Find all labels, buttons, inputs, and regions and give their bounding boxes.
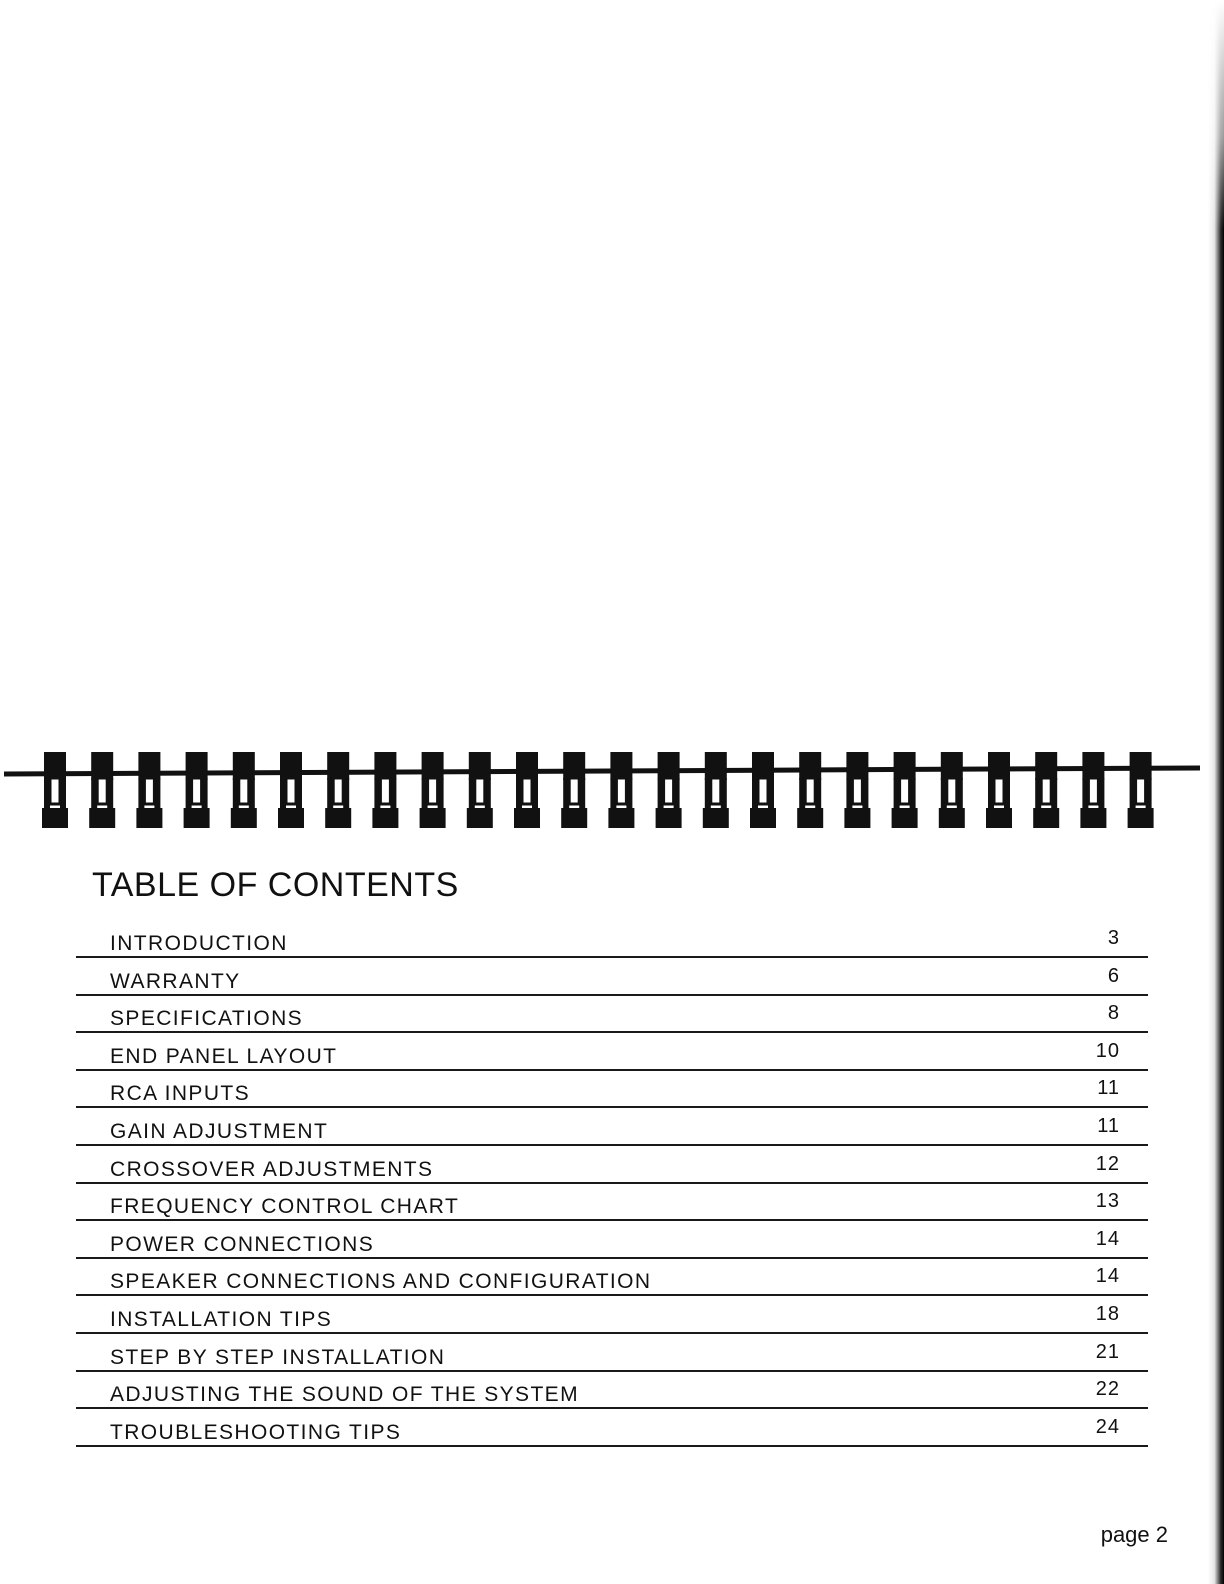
binding-loop	[231, 752, 257, 828]
toc-entry-label: WARRANTY	[110, 969, 241, 993]
binding-loop	[136, 752, 162, 828]
toc-entry-page: 8	[1107, 1002, 1120, 1025]
binding-loop	[656, 752, 682, 828]
toc-row	[76, 1109, 1148, 1146]
toc-entry-label: RCA INPUTS	[110, 1082, 251, 1106]
binding-loop	[797, 752, 823, 828]
toc-list	[76, 921, 1148, 1447]
binding-loop	[514, 752, 540, 828]
toc-entry-label: FREQUENCY CONTROL CHART	[110, 1195, 460, 1219]
toc-row	[76, 1184, 1148, 1221]
toc-row	[76, 996, 1148, 1033]
binding-loop	[939, 752, 965, 828]
binding-loop	[750, 752, 776, 828]
toc-entry-page: 10	[1095, 1039, 1120, 1062]
binding-loop	[608, 752, 634, 828]
binding-loop	[184, 752, 210, 828]
binding-loop	[467, 752, 493, 828]
binding-loop	[1080, 752, 1106, 828]
binding-loop	[420, 752, 446, 828]
spiral-binding-graphic	[0, 748, 1212, 838]
binding-loop	[325, 752, 351, 828]
binding-loop	[89, 752, 115, 828]
toc-entry-page: 13	[1095, 1190, 1120, 1213]
toc-entry-label: GAIN ADJUSTMENT	[110, 1119, 329, 1143]
toc-entry-label: POWER CONNECTIONS	[110, 1232, 375, 1256]
toc-row	[76, 1335, 1148, 1372]
toc-row	[76, 1259, 1148, 1296]
toc-entry-page: 21	[1095, 1340, 1120, 1363]
spiral-binding	[0, 748, 1212, 838]
toc-entry-label: STEP BY STEP INSTALLATION	[110, 1345, 446, 1369]
toc-row	[76, 1071, 1148, 1108]
toc-entry-label: CROSSOVER ADJUSTMENTS	[110, 1157, 434, 1181]
toc-entry-label: ADJUSTING THE SOUND OF THE SYSTEM	[110, 1383, 579, 1407]
binding-loop	[892, 752, 918, 828]
binding-wire	[4, 768, 1200, 774]
toc-entry-page: 11	[1097, 1114, 1120, 1137]
toc-row	[76, 1410, 1148, 1447]
toc-row	[76, 921, 1148, 958]
toc-row	[76, 1297, 1148, 1334]
binding-loop	[986, 752, 1012, 828]
binding-loop	[278, 752, 304, 828]
toc-title: TABLE OF CONTENTS	[92, 866, 459, 904]
binding-loop	[561, 752, 587, 828]
toc-row	[76, 1147, 1148, 1184]
toc-entry-page: 11	[1097, 1077, 1120, 1100]
toc-entry-label: TROUBLESHOOTING TIPS	[110, 1420, 402, 1444]
toc-entry-label: INTRODUCTION	[110, 932, 288, 955]
toc-entry-label: END PANEL LAYOUT	[110, 1044, 338, 1068]
binding-loop	[844, 752, 870, 828]
page-edge-fade	[1208, 0, 1224, 230]
toc-row	[76, 1034, 1148, 1071]
toc-entry-page: 14	[1095, 1227, 1120, 1250]
page-number: page 2	[1100, 1522, 1168, 1547]
toc-entry-label: SPEAKER CONNECTIONS AND CONFIGURATION	[110, 1270, 652, 1294]
toc-entry-page: 6	[1107, 964, 1120, 987]
toc-entry-page: 12	[1095, 1152, 1120, 1175]
toc-entry-label: INSTALLATION TIPS	[110, 1307, 333, 1331]
toc-entry-page: 14	[1095, 1265, 1120, 1288]
binding-loop	[1128, 752, 1154, 828]
binding-loop	[703, 752, 729, 828]
toc-entry-page: 24	[1095, 1415, 1120, 1438]
toc-entry-page: 22	[1095, 1378, 1120, 1401]
binding-loop	[372, 752, 398, 828]
toc-entry-page: 3	[1107, 927, 1120, 949]
toc-entry-label: SPECIFICATIONS	[110, 1007, 304, 1031]
binding-loop	[42, 752, 68, 828]
toc-entry-page: 18	[1095, 1302, 1120, 1325]
toc-row	[76, 1222, 1148, 1259]
toc-row	[76, 959, 1148, 996]
toc-row	[76, 1372, 1148, 1409]
binding-loop	[1033, 752, 1059, 828]
